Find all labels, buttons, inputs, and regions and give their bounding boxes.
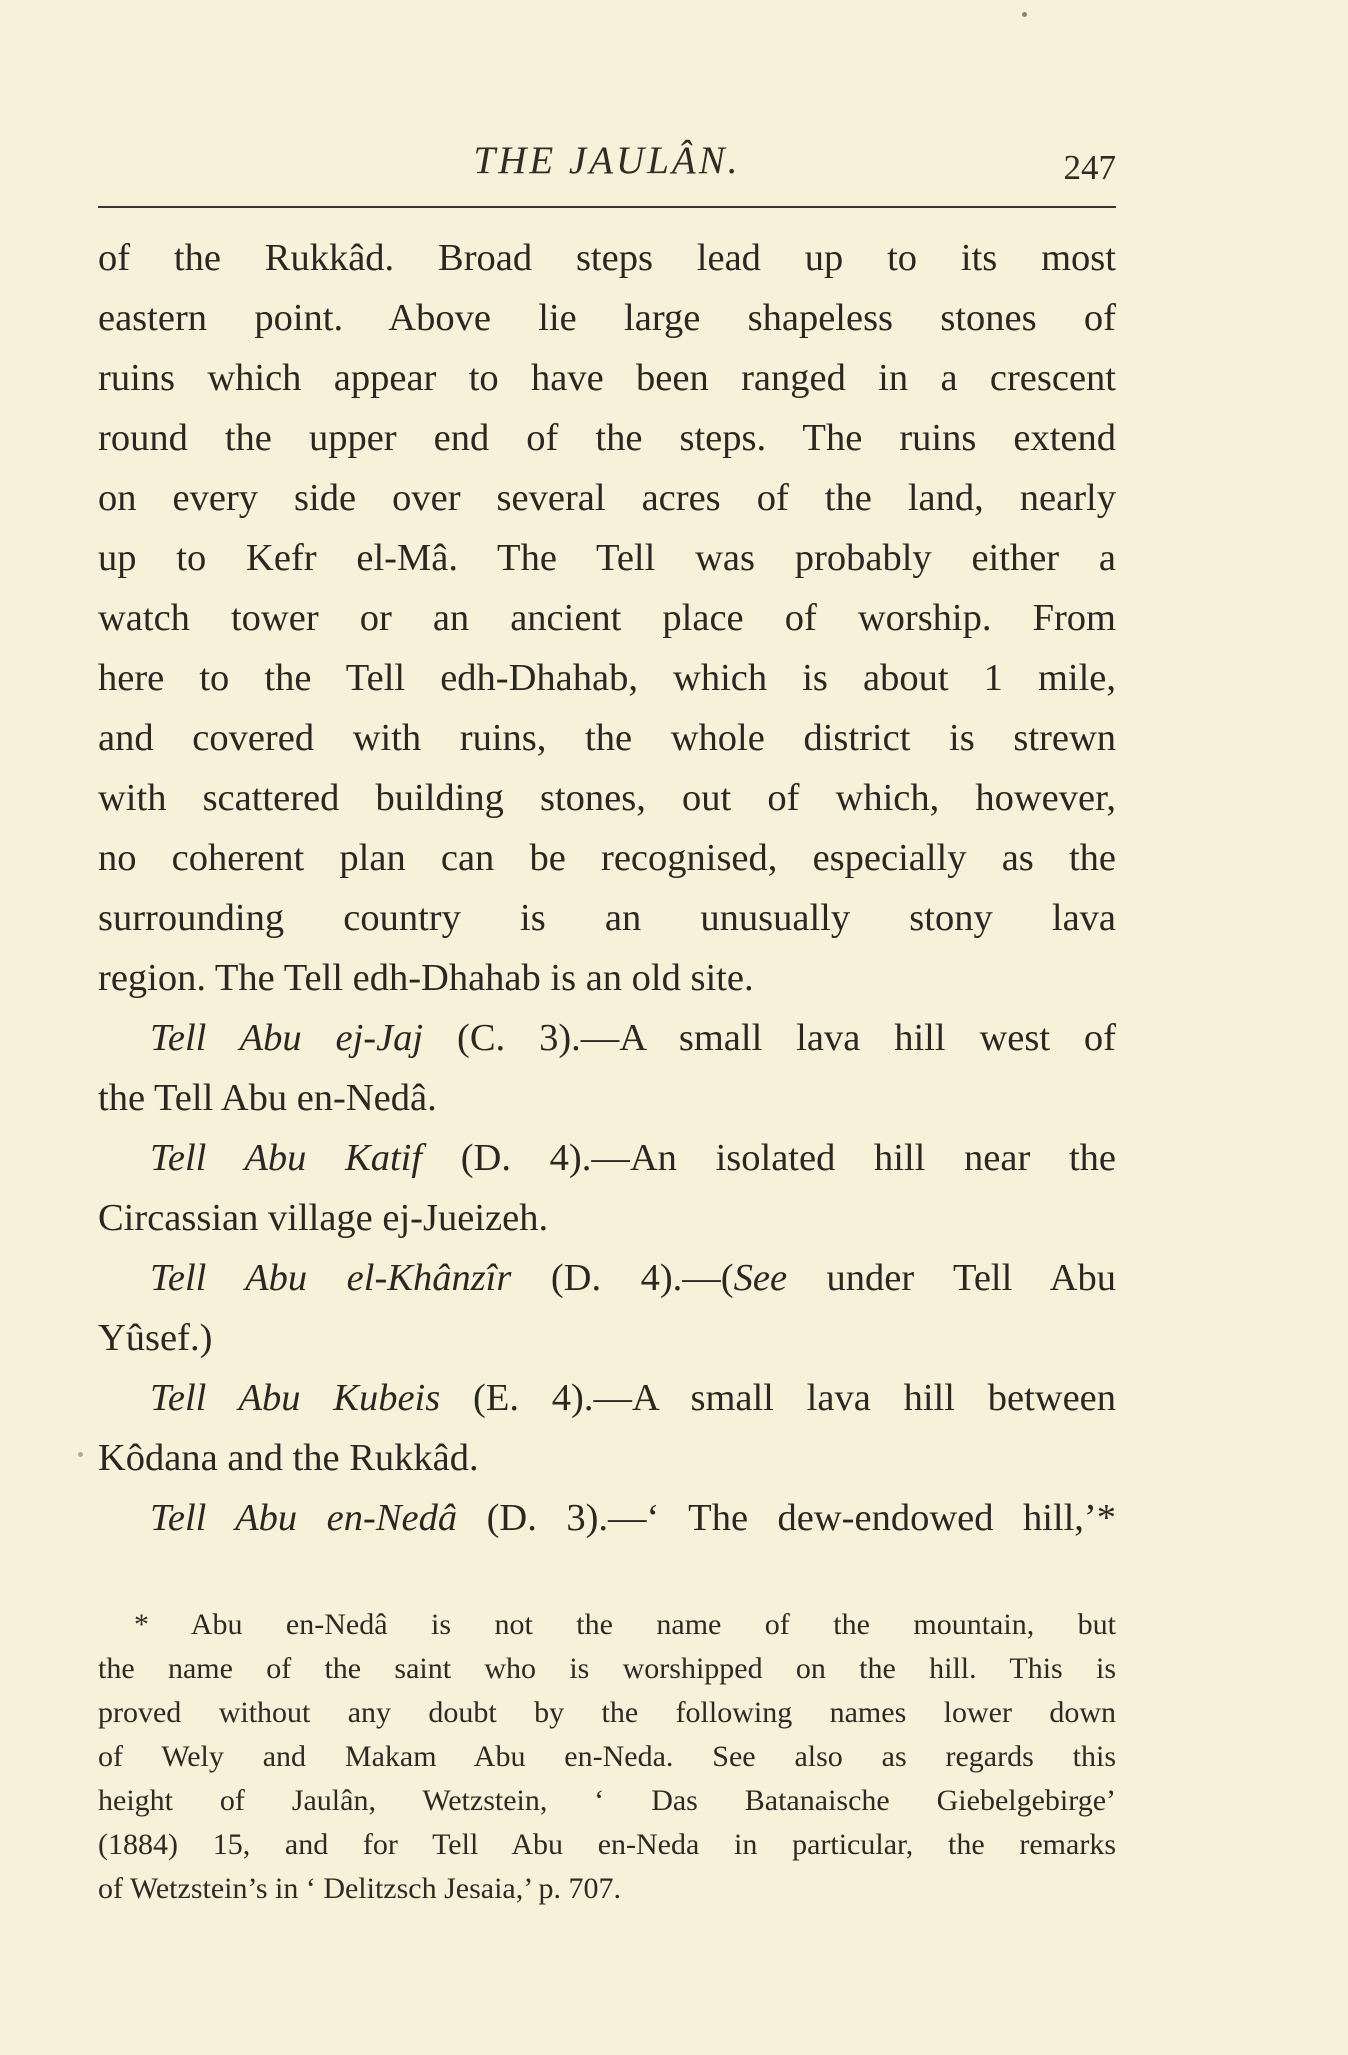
page-number: 247 [1063,148,1116,187]
text-line: region. The Tell edh-Dhahab is an old site. [98,957,754,999]
footnote-line: * Abu en-Nedâ is not the name of the mountain, but [134,1608,1116,1641]
body-text [98,228,1116,1548]
footnote-line: height of Jaulân, Wetzstein, ‘ Das Batanaische Giebelgebirge’ [98,1784,1116,1817]
text-line: of the Rukkâd. Broad steps lead up to its most [98,237,1116,279]
header-rule [98,206,1116,208]
entry-continuation: Kôdana and the Rukkâd. [98,1437,479,1479]
entry-line [98,1248,1116,1308]
footnote-line: of Wely and Makam Abu en-Neda. See also as regards this [98,1740,1116,1773]
text-line: eastern point. Above lie large shapeless stones of [98,297,1116,339]
footnote-line: of Wetzstein’s in ‘ Delitzsch Jesaia,’ p. 707. [98,1872,622,1905]
text-line: no coherent plan can be recognised, especially as the [98,837,1116,879]
footnote-line: proved without any doubt by the following names lower down [98,1696,1116,1729]
entry-reference: (E. 4).—A small lava hill between [440,1377,1116,1419]
footnote-line: (1884) 15, and for Tell Abu en-Neda in particular, the remarks [98,1828,1116,1861]
entry-name: Tell Abu el-Khânzîr [150,1257,512,1299]
running-title: THE JAULÂN. [473,139,741,182]
text-line: surrounding country is an unusually stony lava [98,897,1116,939]
text-line: up to Kefr el-Mâ. The Tell was probably either a [98,537,1116,579]
see-reference: See [733,1257,788,1299]
entry-reference: (D. 4).—An isolated hill near the [422,1137,1116,1179]
entry-reference-tail: under Tell Abu [787,1257,1116,1299]
entry-reference: (D. 3).—‘ The dew-endowed hill,’* [457,1497,1117,1539]
entry-name: Tell Abu Kubeis [150,1377,441,1419]
text-line: watch tower or an ancient place of worship. From [98,597,1116,639]
paper-speck [1022,12,1027,17]
entry-line [98,1368,1116,1428]
entry-line [98,1128,1116,1188]
entry-name: Tell Abu Katif [150,1137,423,1179]
entry-continuation: Circassian village ej-Jueizeh. [98,1197,549,1239]
entry-reference: (C. 3).—A small lava hill west of [423,1017,1116,1059]
text-line: here to the Tell edh-Dhahab, which is about 1 mile, [98,657,1116,699]
paper-speck [78,1452,83,1457]
text-line: round the upper end of the steps. The ruins extend [98,417,1116,459]
entry-name: Tell Abu en-Nedâ [150,1497,458,1539]
entry-continuation: the Tell Abu en-Nedâ. [98,1077,437,1119]
entry-line [98,1008,1116,1068]
text-line: ruins which appear to have been ranged in a crescent [98,357,1116,399]
entry-continuation: Yûsef.) [98,1317,213,1359]
footnote-line: the name of the saint who is worshipped on the hill. This is [98,1652,1116,1685]
text-line: with scattered building stones, out of which, however, [98,777,1116,819]
text-line: and covered with ruins, the whole district is strewn [98,717,1116,759]
footnote [98,1603,1116,1911]
text-line: on every side over several acres of the land, nearly [98,477,1116,519]
running-head [98,130,1116,190]
entry-name: Tell Abu ej-Jaj [150,1017,424,1059]
entry-line [98,1488,1116,1548]
entry-reference: (D. 4).—( [511,1257,734,1299]
